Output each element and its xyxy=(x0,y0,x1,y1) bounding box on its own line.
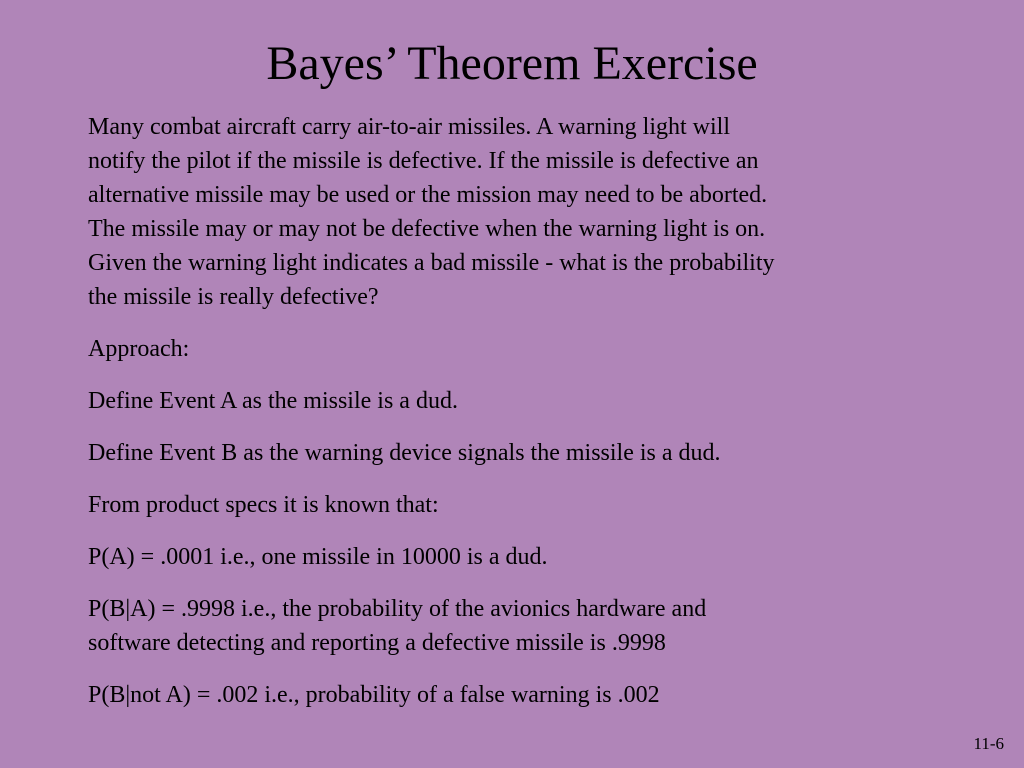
slide-title: Bayes’ Theorem Exercise xyxy=(266,37,758,90)
event-b-definition: Define Event B as the warning device signals the missile is a dud. xyxy=(88,440,721,466)
event-a-definition: Define Event A as the missile is a dud. xyxy=(88,388,458,414)
probability-a: P(A) = .0001 i.e., one missile in 10000 is a dud. xyxy=(88,544,548,570)
slide-body xyxy=(88,110,918,712)
product-specs-intro: From product specs it is known that: xyxy=(88,492,439,518)
approach-heading: Approach: xyxy=(88,336,190,362)
probability-b-given-a: P(B|A) = .9998 i.e., the probability of the avionics hardware and software detecting and reporting a defective missile is .9998 xyxy=(88,596,707,656)
problem-statement: Many combat aircraft carry air-to-air missiles. A warning light will notify the pilot if the missile is defective. If the missile is defective an alternative missile may be used or the mission may need to be aborted. The missile may or may not be defective when the warning light is on. Given the warning light indicates a bad missile - what is the probability the missile is really defective? xyxy=(88,114,775,310)
probability-b-given-not-a: P(B|not A) = .002 i.e., probability of a false warning is .002 xyxy=(88,682,660,708)
slide-number: 11-6 xyxy=(973,734,1004,753)
